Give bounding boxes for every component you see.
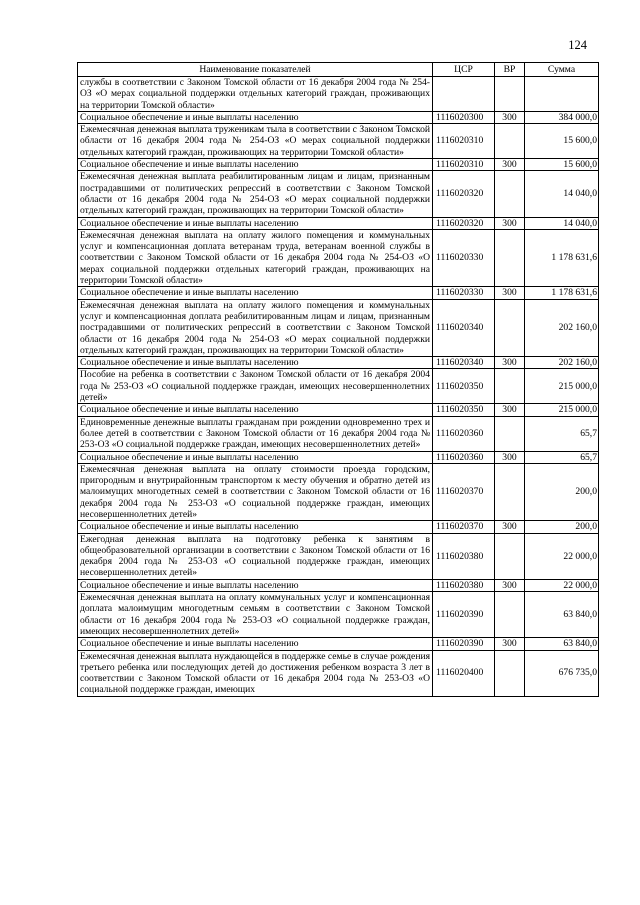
page-number: 124 [568,38,587,52]
table-row [78,171,599,217]
cell-sum: 22 000,0 [525,533,599,579]
cell-sum: 22 000,0 [525,579,599,591]
table-header-row [78,63,599,77]
budget-table [77,62,599,697]
cell-vr [495,229,525,286]
cell-csr: 1116020370 [433,521,495,533]
cell-sum [525,77,599,112]
cell-sum: 215 000,0 [525,369,599,404]
cell-name: Социальное обеспечение и иные выплаты населению [78,451,433,463]
cell-vr [495,416,525,451]
cell-csr: 1116020390 [433,592,495,638]
cell-csr [433,77,495,112]
table-row [78,159,599,171]
cell-vr: 300 [495,638,525,650]
cell-name: Социальное обеспечение и иные выплаты населению [78,111,433,123]
cell-vr [495,533,525,579]
cell-vr: 300 [495,521,525,533]
cell-name: Ежемесячная денежная выплата на оплату стоимости проезда городским, пригородным и внутрирайонным транспортом к месту обучения и обратно детей из малоимущих многодетных семей в соответствии с Законом Томской области от 16 декабря 2004 года № 253-ОЗ «О социальной поддержке граждан, имеющих несовершеннолетних детей» [78,463,433,520]
cell-csr: 1116020380 [433,533,495,579]
cell-name: службы в соответствии с Законом Томской области от 16 декабря 2004 года № 254-ОЗ «О мерах социальной поддержки отдельных категорий граждан, проживающих на территории Томской области» [78,77,433,112]
cell-vr [495,124,525,159]
cell-csr: 1116020380 [433,579,495,591]
cell-csr: 1116020320 [433,217,495,229]
cell-csr: 1116020350 [433,369,495,404]
cell-name: Пособие на ребенка в соответствии с Законом Томской области от 16 декабря 2004 года № 253-ОЗ «О социальной поддержке граждан, имеющих несовершеннолетних детей» [78,369,433,404]
cell-sum: 15 600,0 [525,124,599,159]
cell-sum: 384 000,0 [525,111,599,123]
cell-name: Социальное обеспечение и иные выплаты населению [78,579,433,591]
cell-csr: 1116020370 [433,463,495,520]
cell-name: Ежемесячная денежная выплата на оплату коммунальных услуг и компенсационная доплата малоимущим многодетным семьям в соответствии с Законом Томской области от 16 декабря 2004 года № 253-ОЗ «О социальной поддержке граждан, имеющих несовершеннолетних детей» [78,592,433,638]
table-row [78,111,599,123]
cell-csr: 1116020300 [433,111,495,123]
cell-name: Социальное обеспечение и иные выплаты населению [78,638,433,650]
table-row [78,451,599,463]
cell-sum: 215 000,0 [525,404,599,416]
cell-csr: 1116020320 [433,171,495,217]
cell-csr: 1116020390 [433,638,495,650]
cell-vr [495,77,525,112]
table-row [78,650,599,696]
cell-csr: 1116020400 [433,650,495,696]
cell-vr: 300 [495,404,525,416]
cell-csr: 1116020310 [433,124,495,159]
table-row [78,579,599,591]
cell-csr: 1116020350 [433,404,495,416]
cell-name: Социальное обеспечение и иные выплаты населению [78,357,433,369]
cell-sum: 202 160,0 [525,357,599,369]
table-row [78,357,599,369]
header-name: Наименование показателей [78,63,433,77]
header-vr: ВР [495,63,525,77]
table-row [78,416,599,451]
table-row [78,533,599,579]
cell-name: Единовременные денежные выплаты гражданам при рождении одновременно трех и более детей в соответствии с Законом Томской области от 16 декабря 2004 года № 253-ОЗ «О социальной поддержке граждан, имеющих несовершеннолетних детей» [78,416,433,451]
cell-sum: 14 040,0 [525,217,599,229]
table-row [78,287,599,299]
cell-name: Социальное обеспечение и иные выплаты населению [78,521,433,533]
cell-name: Ежемесячная денежная выплата нуждающейся в поддержке семье в случае рождения третьего ребенка или последующих детей до достижения ребенком возраста 3 лет в соответствии с Законом Томской области от 16 декабря 2004 года № 253-ОЗ «О социальной поддержке граждан, имеющих [78,650,433,696]
cell-csr: 1116020330 [433,229,495,286]
cell-sum: 65,7 [525,416,599,451]
table-row [78,463,599,520]
table-row [78,369,599,404]
cell-csr: 1116020330 [433,287,495,299]
cell-sum: 65,7 [525,451,599,463]
cell-name: Ежемесячная денежная выплата на оплату жилого помещения и коммунальных услуг и компенсационная доплата реабилитированным лицам и лицам, признанным пострадавшими от политических репрессий в соответствии с Законом Томской области от 16 декабря 2004 года № 254-ОЗ «О мерах социальной поддержки отдельных категорий граждан, проживающих на территории Томской области» [78,299,433,356]
cell-vr [495,592,525,638]
cell-sum: 676 735,0 [525,650,599,696]
cell-name: Социальное обеспечение и иные выплаты населению [78,159,433,171]
cell-name: Ежегодная денежная выплата на подготовку ребенка к занятиям в общеобразовательной организации в соответствии с Законом Томской области от 16 декабря 2004 года № 253-ОЗ «О социальной поддержке граждан, имеющих несовершеннолетних детей» [78,533,433,579]
cell-sum: 200,0 [525,521,599,533]
table-row [78,521,599,533]
cell-sum: 14 040,0 [525,171,599,217]
cell-name: Социальное обеспечение и иные выплаты населению [78,217,433,229]
cell-sum: 202 160,0 [525,299,599,356]
cell-sum: 63 840,0 [525,638,599,650]
cell-vr: 300 [495,579,525,591]
cell-sum: 1 178 631,6 [525,287,599,299]
cell-vr: 300 [495,357,525,369]
cell-vr [495,369,525,404]
cell-vr: 300 [495,217,525,229]
cell-csr: 1116020360 [433,451,495,463]
table-row [78,124,599,159]
cell-vr [495,463,525,520]
cell-vr: 300 [495,287,525,299]
header-csr: ЦСР [433,63,495,77]
table-row [78,77,599,112]
table-row [78,404,599,416]
cell-csr: 1116020360 [433,416,495,451]
cell-name: Ежемесячная денежная выплата труженикам тыла в соответствии с Законом Томской области от 16 декабря 2004 года № 254-ОЗ «О мерах социальной поддержки отдельных категорий граждан, проживающих на территории Томской области» [78,124,433,159]
table-row [78,592,599,638]
cell-vr [495,171,525,217]
header-sum: Сумма [525,63,599,77]
cell-vr [495,650,525,696]
cell-name: Ежемесячная денежная выплата на оплату жилого помещения и коммунальных услуг и компенсационная доплата ветеранам труда, ветеранам военной службы в соответствии с Законом Томской области от 16 декабря 2004 года № 254-ОЗ «О мерах социальной поддержки отдельных категорий граждан, проживающих на территории Томской области» [78,229,433,286]
table-body [78,77,599,697]
table-row [78,217,599,229]
cell-sum: 63 840,0 [525,592,599,638]
cell-csr: 1116020340 [433,299,495,356]
cell-name: Социальное обеспечение и иные выплаты населению [78,404,433,416]
cell-csr: 1116020310 [433,159,495,171]
cell-vr: 300 [495,451,525,463]
cell-name: Ежемесячная денежная выплата реабилитированным лицам и лицам, признанным пострадавшими от политических репрессий в соответствии с Законом Томской области от 16 декабря 2004 года № 254-ОЗ «О мерах социальной поддержки отдельных категорий граждан, проживающих на территории Томской области» [78,171,433,217]
cell-name: Социальное обеспечение и иные выплаты населению [78,287,433,299]
cell-sum: 200,0 [525,463,599,520]
table-row [78,638,599,650]
cell-csr: 1116020340 [433,357,495,369]
cell-sum: 1 178 631,6 [525,229,599,286]
table-row [78,299,599,356]
cell-sum: 15 600,0 [525,159,599,171]
table-row [78,229,599,286]
cell-vr: 300 [495,111,525,123]
cell-vr [495,299,525,356]
cell-vr: 300 [495,159,525,171]
